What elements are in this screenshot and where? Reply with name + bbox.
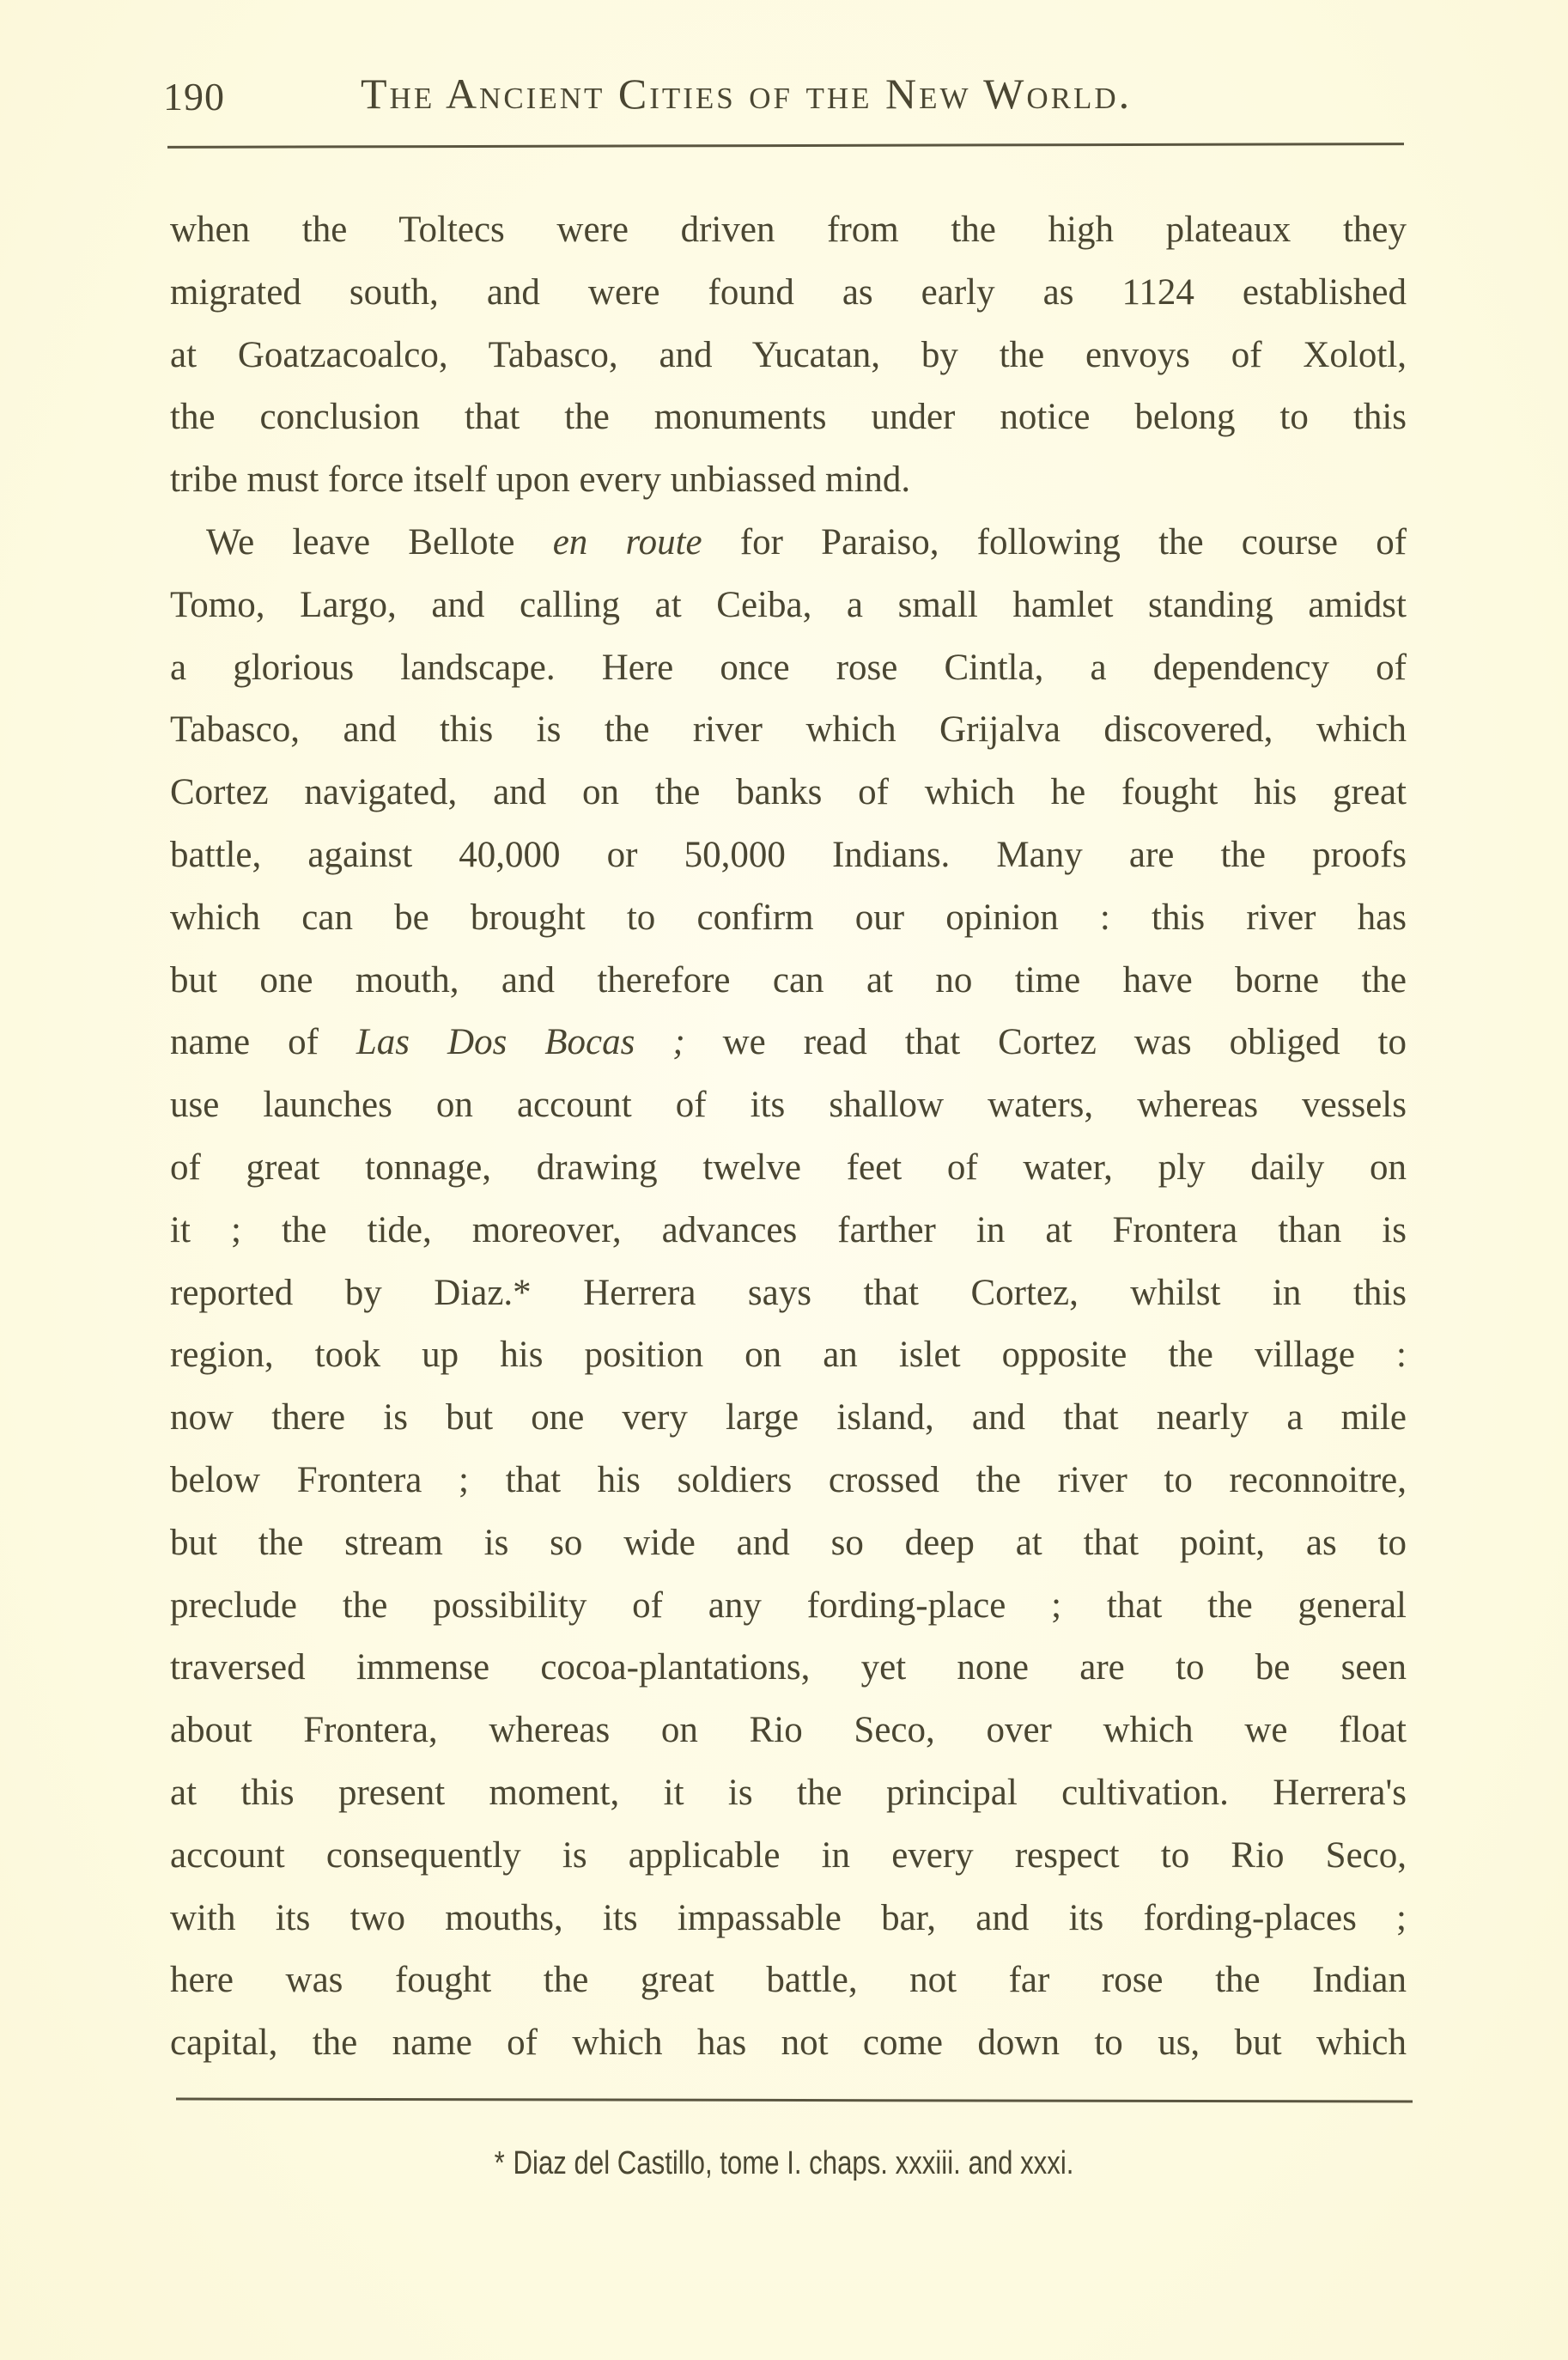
italic-phrase: en route — [552, 521, 702, 563]
text-line: when the Toltecs were driven from the high plateaux they — [170, 210, 1407, 250]
italic-phrase: Las Dos Bocas ; — [356, 1022, 685, 1063]
text-line: which can be brought to confirm our opinion : this river has — [170, 897, 1407, 938]
text-line: but one mouth, and therefore can at no time have borne the — [170, 959, 1407, 1001]
text-line: the conclusion that the monuments under notice belong to this — [170, 397, 1407, 438]
text-line: but the stream is so wide and so deep at that point, as to — [170, 1522, 1407, 1563]
text-line: account consequently is applicable in every respect to Rio Seco, — [170, 1834, 1407, 1876]
running-title: The Ancient Cities of the New World. — [361, 70, 1133, 118]
text-line: capital, the name of which has not come down to us, but which — [170, 2022, 1407, 2064]
text-segment: We leave Bellote — [206, 521, 553, 563]
text-line — [170, 512, 1407, 575]
running-head — [163, 69, 1417, 129]
text-line: of great tonnage, drawing twelve feet of water, ply daily on — [170, 1147, 1407, 1188]
text-line: reported by Diaz.* Herrera says that Cortez, whilst in this — [170, 1272, 1407, 1313]
text-line: with its two mouths, its impassable bar, and its fording-places ; — [170, 1897, 1407, 1938]
body-text — [170, 199, 1407, 2075]
text-line: tribe must force itself upon every unbiassed mind. — [170, 459, 911, 501]
text-line: Tomo, Largo, and calling at Ceiba, a small hamlet standing amidst — [170, 584, 1407, 625]
text-line: now there is but one very large island, and that nearly a mile — [170, 1397, 1407, 1439]
text-line: region, took up his position on an islet opposite the village : — [170, 1335, 1407, 1376]
text-line: Tabasco, and this is the river which Grijalva discovered, which — [170, 709, 1407, 751]
footnote-marker: * — [494, 2145, 505, 2181]
text-line: migrated south, and were found as early as 1124 established — [170, 271, 1407, 313]
text-segment: we read that Cortez was obliged to — [684, 1022, 1407, 1063]
text-line: Cortez navigated, and on the banks of which he fought his great — [170, 772, 1407, 813]
text-line: preclude the possibility of any fording-place ; that the general — [170, 1584, 1407, 1626]
footnote-text: Diaz del Castillo, tome I. chaps. xxxiii. and xxxi. — [513, 2145, 1074, 2181]
page-number: 190 — [163, 75, 225, 119]
text-segment: for Paraiso, following the course of — [702, 521, 1407, 563]
footnote — [141, 2145, 1426, 2182]
text-line: it ; the tide, moreover, advances farther in at Frontera than is — [170, 1209, 1407, 1250]
text-line: use launches on account of its shallow waters, whereas vessels — [170, 1085, 1407, 1126]
text-line: below Frontera ; that his soldiers crossed the river to reconnoitre, — [170, 1459, 1407, 1500]
text-line: at Goatzacoalco, Tabasco, and Yucatan, by the envoys of Xolotl, — [170, 334, 1407, 375]
text-line: about Frontera, whereas on Rio Seco, over which we float — [170, 1710, 1407, 1751]
text-line — [170, 1012, 1407, 1074]
text-segment: name of — [170, 1022, 356, 1063]
text-line: here was fought the great battle, not far rose the Indian — [170, 1960, 1407, 2001]
text-line: traversed immense cocoa-plantations, yet none are to be seen — [170, 1647, 1407, 1688]
text-line: battle, against 40,000 or 50,000 Indians. Many are the proofs — [170, 834, 1407, 875]
text-line: a glorious landscape. Here once rose Cintla, a dependency of — [170, 647, 1407, 688]
text-line: at this present moment, it is the principal cultivation. Herrera's — [170, 1772, 1407, 1813]
